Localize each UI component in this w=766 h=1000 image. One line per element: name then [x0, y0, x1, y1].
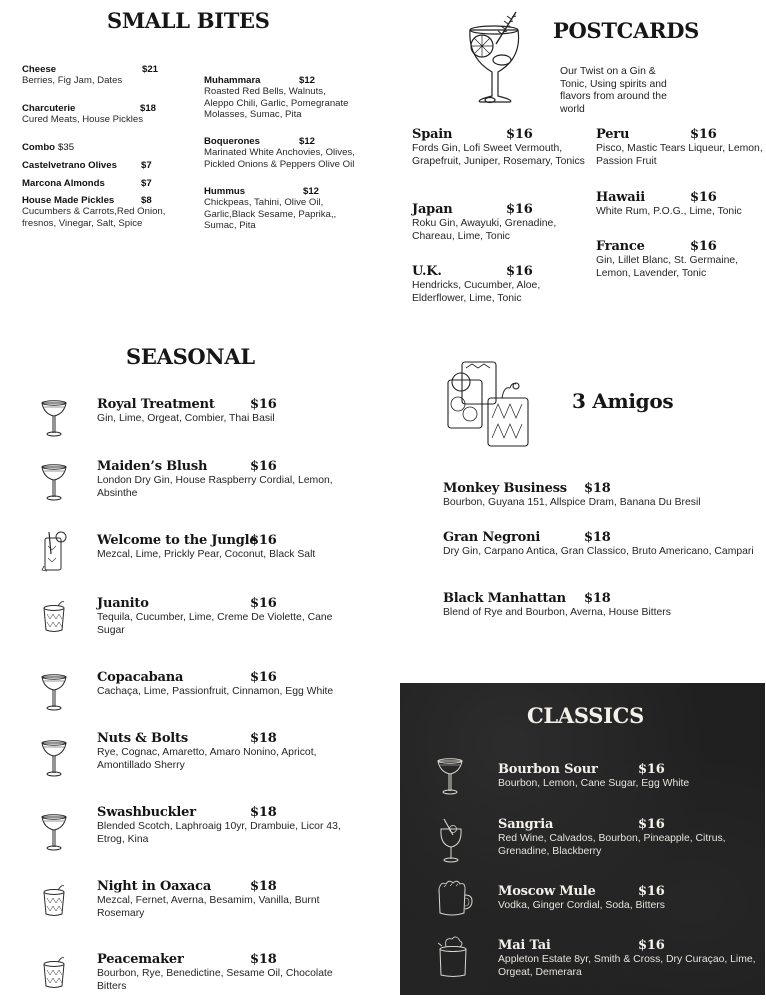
- rocks-glass-icon: [40, 956, 68, 990]
- menu-item-cheese: [22, 64, 167, 87]
- item-name: U.K.: [412, 264, 442, 279]
- item-description: Gin, Lillet Blanc, St. Germaine, Lemon, Lavender, Tonic: [596, 255, 739, 279]
- menu-item-black-manhattan: [443, 591, 763, 620]
- item-price: $16: [250, 670, 277, 685]
- item-description: Chickpeas, Tahini, Olive Oil, Garlic,Black Sesame, Paprika,, Sumac, Pita: [204, 197, 337, 231]
- small-bites-title: SMALL BITES: [107, 8, 270, 33]
- item-name: Peru: [596, 127, 630, 142]
- item-description: Roku Gin, Awayuki, Grenadine, Chareau, Lime, Tonic: [412, 218, 557, 242]
- item-name: Spain: [412, 127, 453, 142]
- item-description: Blended Scotch, Laphroaig 10yr, Drambuie, Licor 43, Etrog, Kina: [97, 821, 341, 845]
- menu-item-charcuterie: [22, 103, 167, 126]
- item-name: House Made Pickles: [22, 195, 115, 206]
- item-name: Swashbuckler: [97, 805, 196, 820]
- menu-item-royal-treatment: [97, 397, 362, 426]
- item-name: Hawaii: [596, 190, 645, 205]
- item-price: $16: [638, 762, 665, 777]
- menu-item-monkey-business: [443, 481, 763, 510]
- classics-title: CLASSICS: [527, 703, 644, 728]
- item-name: Muhammara: [204, 75, 261, 86]
- menu-item-uk: [412, 264, 587, 305]
- menu-item-peacemaker: [97, 952, 362, 993]
- menu-item-japan: [412, 202, 587, 243]
- item-name: Hummus: [204, 186, 246, 197]
- item-price: $16: [506, 264, 533, 279]
- item-name: Sangria: [498, 817, 554, 832]
- item-price: $12: [299, 75, 316, 86]
- three-amigos-title: 3 Amigos: [572, 389, 674, 413]
- item-price: $16: [638, 817, 665, 832]
- item-price: $16: [690, 239, 717, 254]
- menu-item-peru: [596, 127, 766, 168]
- item-price: $18: [140, 103, 157, 114]
- menu-item-france: [596, 239, 766, 280]
- item-price: $16: [638, 938, 665, 953]
- menu-item-muhammara: [204, 75, 354, 120]
- item-name: France: [596, 239, 645, 254]
- item-description: Tequila, Cucumber, Lime, Creme De Violette, Cane Sugar: [97, 612, 333, 636]
- coupe-glass-icon: [40, 738, 68, 778]
- item-description: Red Wine, Calvados, Bourbon, Pineapple, Citrus, Grenadine, Blackberry: [498, 833, 726, 857]
- menu-item-night-in-oaxaca: [97, 879, 362, 920]
- item-price: $16: [506, 202, 533, 217]
- postcards-subtitle: Our Twist on a Gin & Tonic, Using spirits and flavors from around the world: [560, 66, 667, 115]
- gin-tonic-glass-icon: [462, 10, 534, 110]
- menu-item-moscow-mule: [498, 884, 756, 913]
- item-price: $18: [250, 952, 277, 967]
- classics-panel: [400, 683, 765, 995]
- coupe-glass-icon: [40, 398, 68, 438]
- item-name: Marcona Almonds: [22, 178, 105, 189]
- item-name: Gran Negroni: [443, 530, 541, 545]
- item-name: Welcome to the Jungle: [97, 533, 258, 548]
- item-description: Fords Gin, Lofi Sweet Vermouth, Grapefruit, Juniper, Rosemary, Tonics: [412, 143, 585, 167]
- item-name: Juanito: [97, 596, 149, 611]
- item-description: Pisco, Mastic Tears Liqueur, Lemon, Passion Fruit: [596, 143, 763, 167]
- menu-item-castelvetrano-olives: [22, 160, 167, 171]
- coupe-glass-icon: [40, 672, 68, 712]
- item-name: Castelvetrano Olives: [22, 160, 117, 171]
- item-price: $21: [142, 64, 159, 75]
- menu-item-sangria: [498, 817, 756, 858]
- item-description: Cucumbers & Carrots,Red Onion, fresnos, Vinegar, Salt, Spice: [22, 206, 166, 229]
- rocks-glass-icon: [40, 600, 68, 634]
- item-description: Vodka, Ginger Cordial, Soda, Bitters: [498, 900, 665, 911]
- item-description: Mezcal, Lime, Prickly Pear, Coconut, Black Salt: [97, 549, 316, 560]
- menu-item-gran-negroni: [443, 530, 763, 559]
- highball-glass-icon: [40, 530, 68, 574]
- item-description: Mezcal, Fernet, Averna, Besamim, Vanilla, Burnt Rosemary: [97, 895, 320, 919]
- item-description: Cured Meats, House Pickles: [22, 114, 144, 126]
- item-name: Nuts & Bolts: [97, 731, 188, 746]
- item-name: Monkey Business: [443, 481, 567, 496]
- item-name: Boquerones: [204, 136, 260, 147]
- item-name: Mai Tai: [498, 938, 551, 953]
- item-name: Royal Treatment: [97, 397, 215, 412]
- menu-item-hawaii: [596, 190, 766, 219]
- item-price: $16: [250, 596, 277, 611]
- item-name: Bourbon Sour: [498, 762, 598, 777]
- item-price: $16: [638, 884, 665, 899]
- item-name: Charcuterie: [22, 103, 76, 114]
- item-description: Bourbon, Rye, Benedictine, Sesame Oil, Chocolate Bitters: [97, 968, 333, 992]
- rocks-glass-icon: [40, 884, 68, 918]
- item-name: Japan: [412, 202, 453, 217]
- item-price: $18: [250, 731, 277, 746]
- item-price: $16: [690, 127, 717, 142]
- item-price: $8: [141, 195, 152, 206]
- item-price: $16: [506, 127, 533, 142]
- wine-glass-icon: [436, 815, 466, 865]
- item-description: Appleton Estate 8yr, Smith & Cross, Dry Curaçao, Lime, Orgeat, Demerara: [498, 954, 756, 978]
- item-price: $7: [141, 160, 152, 171]
- item-price: $18: [250, 805, 277, 820]
- item-price: $12: [303, 186, 320, 197]
- coupe-glass-icon: [40, 462, 68, 502]
- item-description: White Rum, P.O.G., Lime, Tonic: [596, 206, 742, 217]
- menu-item-spain: [412, 127, 587, 168]
- menu-item-hummus: [204, 186, 349, 231]
- item-price: $16: [250, 459, 277, 474]
- menu-item-maidens-blush: [97, 459, 362, 500]
- three-cocktails-icon: [446, 358, 532, 448]
- item-price: $16: [250, 533, 277, 548]
- item-name: Moscow Mule: [498, 884, 596, 899]
- menu-item-boquerones: [204, 136, 356, 170]
- item-name: Black Manhattan: [443, 591, 566, 606]
- item-description: Bourbon, Guyana 151, Allspice Dram, Banana Du Bresil: [443, 497, 701, 508]
- item-description: Hendricks, Cucumber, Aloe, Elderflower, Lime, Tonic: [412, 280, 541, 304]
- item-description: Blend of Rye and Bourbon, Averna, House Bitters: [443, 607, 671, 618]
- item-description: Roasted Red Bells, Walnuts, Aleppo Chili, Garlic, Pomegranate Molasses, Sumac, Pita: [204, 86, 349, 120]
- item-name: Copacabana: [97, 670, 184, 685]
- item-description: Bourbon, Lemon, Cane Sugar, Egg White: [498, 778, 690, 789]
- menu-item-mai-tai: [498, 938, 756, 979]
- postcards-title: POSTCARDS: [553, 18, 700, 43]
- item-name: Combo: [22, 142, 56, 153]
- menu-item-swashbuckler: [97, 805, 362, 846]
- tiki-glass-icon: [436, 935, 470, 979]
- coupe-glass-icon: [40, 812, 68, 852]
- item-name: Night in Oaxaca: [97, 879, 212, 894]
- menu-item-welcome-to-the-jungle: [97, 533, 362, 562]
- item-price: $12: [299, 136, 316, 147]
- item-price: $35: [58, 142, 75, 153]
- item-price: $16: [690, 190, 717, 205]
- menu-item-marcona-almonds: [22, 178, 167, 189]
- item-description: Cachaça, Lime, Passionfruit, Cinnamon, Egg White: [97, 686, 334, 697]
- menu-item-bourbon-sour: [498, 762, 756, 791]
- item-price: $18: [250, 879, 277, 894]
- item-description: London Dry Gin, House Raspberry Cordial, Lemon, Absinthe: [97, 475, 333, 499]
- item-price: $16: [250, 397, 277, 412]
- item-price: $18: [584, 591, 611, 606]
- mule-mug-icon: [436, 879, 474, 919]
- seasonal-title: SEASONAL: [126, 344, 255, 369]
- item-description: Rye, Cognac, Amaretto, Amaro Nonino, Apricot, Amontillado Sherry: [97, 747, 317, 771]
- item-name: Maiden’s Blush: [97, 459, 208, 474]
- coupe-glass-icon: [436, 756, 464, 796]
- item-price: $7: [141, 178, 152, 189]
- item-description: Marinated White Anchovies, Olives, Pickled Onions & Peppers Olive Oil: [204, 147, 355, 170]
- menu-item-house-made-pickles: [22, 195, 172, 229]
- menu-item-copacabana: [97, 670, 362, 699]
- item-description: Dry Gin, Carpano Antica, Gran Classico, Bruto Americano, Campari: [443, 546, 754, 557]
- item-name: Cheese: [22, 64, 57, 75]
- menu-item-combo: [22, 142, 167, 153]
- item-description: Berries, Fig Jam, Dates: [22, 75, 123, 87]
- menu-item-juanito: [97, 596, 362, 637]
- item-price: $18: [584, 530, 611, 545]
- item-name: Peacemaker: [97, 952, 184, 967]
- item-price: $18: [584, 481, 611, 496]
- item-description: Gin, Lime, Orgeat, Combier, Thai Basil: [97, 413, 275, 424]
- menu-item-nuts-bolts: [97, 731, 362, 772]
